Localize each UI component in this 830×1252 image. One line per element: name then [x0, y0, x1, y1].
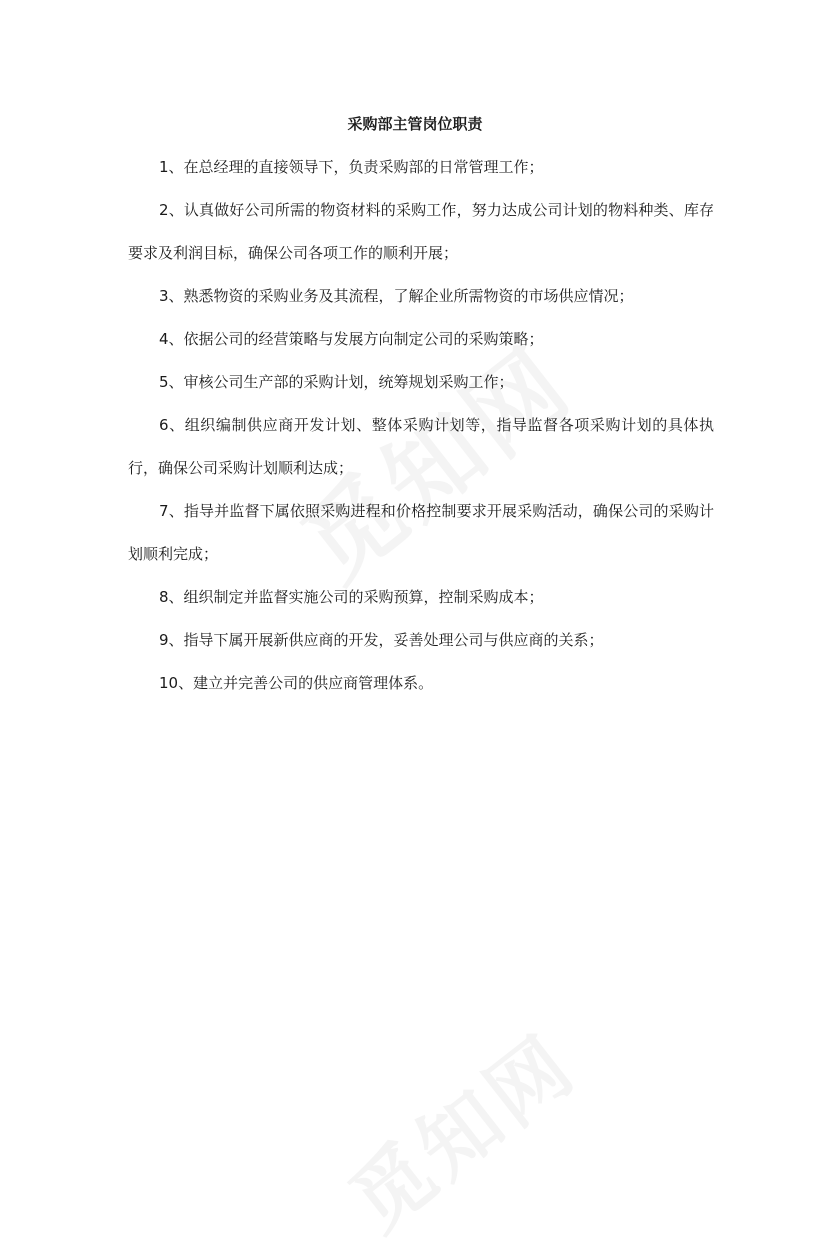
duty-item: 3、熟悉物资的采购业务及其流程，了解企业所需物资的市场供应情况；: [159, 287, 634, 305]
duty-item: 6、组织编制供应商开发计划、整体采购计划等，指导监督各项采购计划的具体执行，确保公司采购计划顺利达成；: [128, 416, 714, 477]
duty-item: 7、指导并监督下属依照采购进程和价格控制要求开展采购活动，确保公司的采购计划顺利完成；: [128, 502, 714, 563]
duty-item: 2、认真做好公司所需的物资材料的采购工作，努力达成公司计划的物料种类、库存要求及利润目标，确保公司各项工作的顺利开展；: [128, 201, 714, 262]
document-body: [128, 146, 714, 705]
duty-item: 9、指导下属开展新供应商的开发，妥善处理公司与供应商的关系；: [159, 631, 604, 649]
duty-item: 8、组织制定并监督实施公司的采购预算，控制采购成本；: [159, 588, 544, 606]
page-title: 采购部主管岗位职责: [347, 115, 483, 133]
duty-item: 5、审核公司生产部的采购计划，统筹规划采购工作；: [159, 373, 514, 391]
duty-item: 10、建立并完善公司的供应商管理体系。: [159, 674, 434, 692]
duty-item: 1、在总经理的直接领导下，负责采购部的日常管理工作；: [159, 158, 544, 176]
watermark: [322, 1003, 596, 1252]
duty-item: 4、依据公司的经营策略与发展方向制定公司的采购策略；: [159, 330, 544, 348]
